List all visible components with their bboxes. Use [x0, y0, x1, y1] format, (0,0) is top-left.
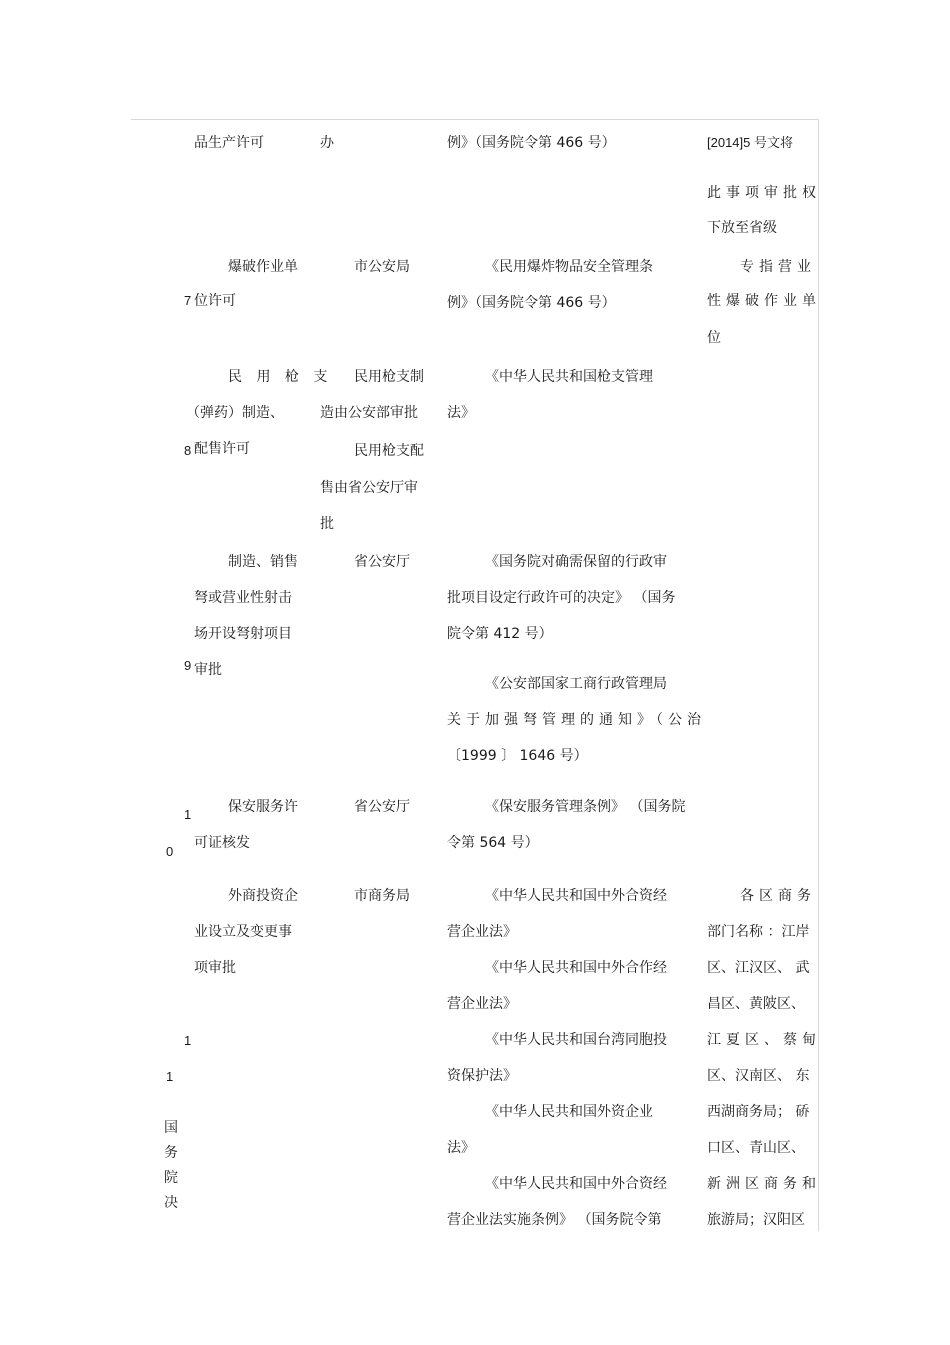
- item-name: 保安服务许: [228, 799, 298, 815]
- legal-basis: 法》: [447, 1140, 475, 1156]
- approving-department: 市公安局: [354, 259, 410, 275]
- remark: 昌区、黄陂区、: [707, 996, 805, 1012]
- remark: [2014]5 号文将: [707, 135, 793, 150]
- legal-basis: 批项目设定行政许可的决定》 （国务: [447, 590, 676, 606]
- remark: 江夏区、蔡甸: [707, 1032, 821, 1048]
- item-name: 外商投资企: [228, 888, 298, 904]
- legal-basis: 《公安部国家工商行政管理局: [485, 676, 667, 692]
- legal-basis: 《中华人民共和国中外合资经: [485, 888, 667, 904]
- legal-basis: 营企业法》: [447, 996, 517, 1012]
- item-name: 审批: [194, 662, 222, 678]
- remark: 区、江汉区、 武: [707, 960, 810, 976]
- item-name: 制造、销售: [228, 554, 298, 570]
- legal-basis: 〔1999 〕 1646 号）: [447, 748, 588, 764]
- approving-department: 造由公安部审批: [320, 405, 418, 421]
- approving-department: 市商务局: [354, 888, 410, 904]
- remark: 口区、青山区、: [707, 1140, 805, 1156]
- remark: 西湖商务局； 硚: [707, 1104, 810, 1120]
- remark: 专指营业: [740, 259, 816, 275]
- item-name: 品生产许可: [194, 135, 264, 151]
- legal-basis: 资保护法》: [447, 1068, 517, 1084]
- table-right-border: [818, 119, 819, 1231]
- table-top-border: [131, 119, 819, 120]
- legal-basis: 例》（国务院令第 466 号）: [447, 295, 616, 311]
- legal-basis: 《中华人民共和国中外合作经: [485, 960, 667, 976]
- item-name: 民 用 枪 支: [228, 369, 333, 385]
- approving-department: 民用枪支制: [354, 369, 424, 385]
- remark: 旅游局；汉阳区: [707, 1212, 805, 1228]
- legal-basis: 关于加强弩管理的通知》（公治: [447, 712, 706, 728]
- approving-department: 民用枪支配: [354, 443, 424, 459]
- item-name: 配售许可: [194, 441, 250, 457]
- remark: 新洲区商务和: [707, 1176, 821, 1192]
- legal-basis: 《保安服务管理条例》 （国务院: [485, 799, 686, 815]
- legal-basis: 《国务院对确需保留的行政审: [485, 554, 667, 570]
- item-name: 项审批: [194, 960, 236, 976]
- remark: 此事项审批权: [707, 185, 821, 201]
- legal-basis: 法》: [447, 405, 475, 421]
- item-name: 爆破作业单: [228, 259, 298, 275]
- item-name: 场开设弩射项目: [194, 626, 292, 642]
- approving-department: 批: [320, 516, 334, 532]
- remark: 下放至省级: [707, 220, 777, 236]
- legal-basis: 营企业法》: [447, 924, 517, 940]
- row-number: 8: [184, 443, 192, 458]
- legal-basis: 《中华人民共和国枪支管理: [485, 369, 653, 385]
- row-number: 1: [166, 1069, 174, 1084]
- row-number: 1: [184, 807, 192, 822]
- item-name: 位许可: [194, 293, 236, 309]
- legal-basis: 院令第 412 号）: [447, 626, 553, 642]
- row-number: 0: [166, 844, 174, 859]
- item-name: 业设立及变更事: [194, 924, 292, 940]
- legal-basis: 例》（国务院令第 466 号）: [447, 135, 616, 151]
- approving-department: 省公安厅: [354, 554, 410, 570]
- remark: 性爆破作业单: [707, 293, 821, 309]
- legal-basis: 令第 564 号）: [447, 835, 539, 851]
- remark: 部门名称 ：江岸: [707, 924, 810, 940]
- remark: 各区商务: [740, 888, 816, 904]
- remark: 位: [707, 330, 721, 346]
- side-category-label: 院: [164, 1170, 178, 1186]
- approving-department: 售由省公安厅审: [320, 480, 418, 496]
- item-name: 弩或营业性射击: [194, 590, 292, 606]
- row-number: 1: [184, 1033, 192, 1048]
- legal-basis: 营企业法实施条例》 （国务院令第: [447, 1212, 662, 1228]
- row-number: 7: [184, 293, 192, 308]
- side-category-label: 决: [164, 1195, 178, 1211]
- approving-department: 省公安厅: [354, 799, 410, 815]
- legal-basis: 《中华人民共和国台湾同胞投: [485, 1032, 667, 1048]
- legal-basis: 《中华人民共和国中外合资经: [485, 1176, 667, 1192]
- side-category-label: 国: [164, 1120, 178, 1136]
- approving-department: 办: [320, 135, 334, 151]
- item-name: （弹药）制造、: [186, 405, 284, 421]
- legal-basis: 《民用爆炸物品安全管理条: [485, 259, 653, 275]
- legal-basis: 《中华人民共和国外资企业: [485, 1104, 653, 1120]
- row-number: 9: [184, 658, 192, 673]
- remark: 区、汉南区、 东: [707, 1068, 810, 1084]
- side-category-label: 务: [164, 1145, 178, 1161]
- item-name: 可证核发: [194, 835, 250, 851]
